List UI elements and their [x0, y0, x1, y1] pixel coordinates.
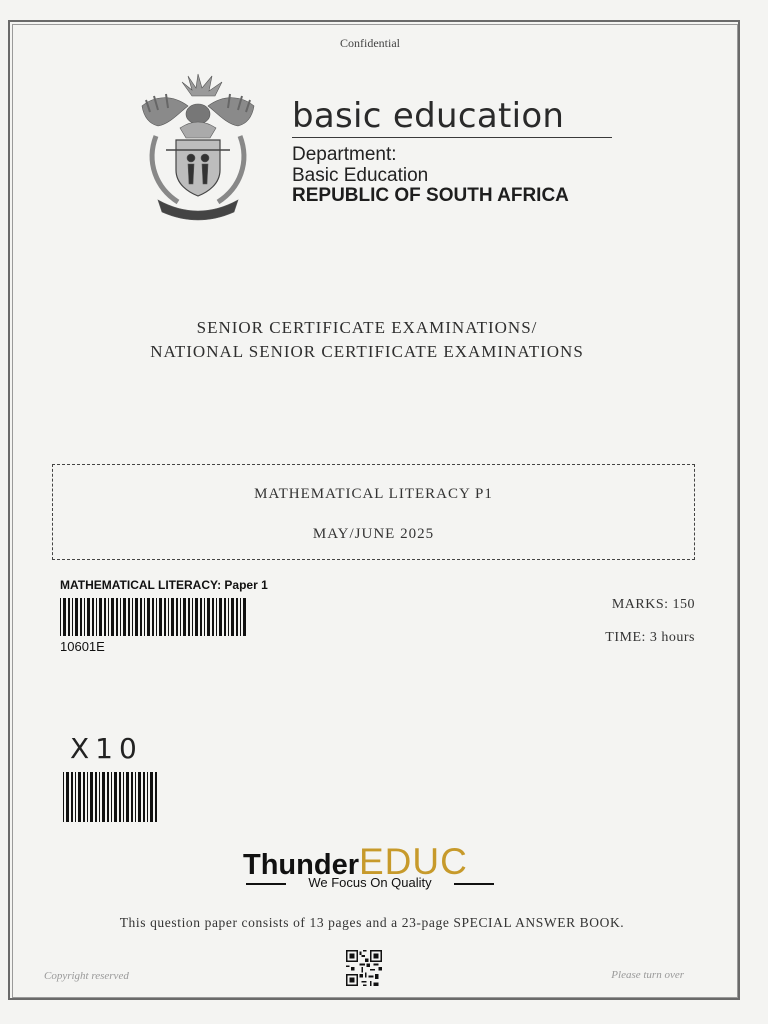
- barcode-bar: [99, 772, 100, 822]
- logo-educ-text: EDUC: [359, 841, 468, 882]
- exam-title-line2: NATIONAL SENIOR CERTIFICATE EXAMINATIONS: [150, 342, 584, 361]
- exam-session: MAY/JUNE 2025: [312, 526, 435, 542]
- barcode-bar: [147, 598, 150, 636]
- barcode-bar: [75, 772, 76, 822]
- subject-box: [52, 464, 695, 560]
- handwritten-note: X10: [70, 732, 143, 765]
- barcode-bar: [92, 598, 94, 636]
- exam-title-line1: SENIOR CERTIFICATE EXAMINATIONS/: [196, 318, 538, 337]
- barcode-bar: [150, 772, 153, 822]
- barcode-bar: [155, 772, 157, 822]
- barcode-bar: [90, 772, 93, 822]
- barcode-bar: [144, 598, 145, 636]
- barcode-bar: [63, 772, 64, 822]
- barcode-bar: [126, 772, 129, 822]
- barcode-bar: [119, 772, 121, 822]
- barcode-bar: [176, 598, 178, 636]
- barcode-bar: [80, 598, 82, 636]
- barcode-bar: [123, 772, 124, 822]
- barcode-bar: [219, 598, 222, 636]
- barcode-bar: [171, 598, 174, 636]
- barcode-bar: [183, 598, 186, 636]
- logo-thunder-text: Thunder: [243, 849, 359, 881]
- brand-title: basic education: [292, 96, 565, 136]
- barcode-bar: [83, 772, 85, 822]
- barcode-bar: [78, 772, 81, 822]
- barcode-bar: [72, 598, 73, 636]
- barcode-bar: [216, 598, 217, 636]
- marks-label: MARKS: 150: [611, 597, 695, 612]
- barcode-bar: [156, 598, 157, 636]
- barcode-bar: [63, 598, 66, 636]
- barcode-bar: [84, 598, 85, 636]
- subject-title: MATHEMATICAL LITERACY P1: [254, 486, 493, 502]
- barcode-bar: [75, 598, 78, 636]
- barcode-bar: [195, 598, 198, 636]
- barcode-bar: [99, 598, 102, 636]
- barcode-bar: [87, 598, 90, 636]
- barcode-bar: [240, 598, 241, 636]
- paper-label: MATHEMATICAL LITERACY: Paper 1: [60, 578, 268, 592]
- barcode-bar: [138, 772, 141, 822]
- barcode-bar: [102, 772, 105, 822]
- barcode-bar: [111, 598, 114, 636]
- brand-underline: [292, 137, 612, 138]
- barcode-bar: [192, 598, 193, 636]
- coat-of-arms-icon: [132, 66, 264, 222]
- barcode-bar: [120, 598, 121, 636]
- barcode-bar: [107, 772, 109, 822]
- department-label: Department:: [292, 144, 397, 165]
- barcode-bar: [140, 598, 142, 636]
- barcode-bar: [152, 598, 154, 636]
- barcode-bar: [87, 772, 88, 822]
- barcode-bar: [180, 598, 181, 636]
- barcode-bar: [228, 598, 229, 636]
- barcode-bar: [111, 772, 112, 822]
- barcode-bar: [132, 598, 133, 636]
- barcode-bar: [224, 598, 226, 636]
- country-name: REPUBLIC OF SOUTH AFRICA: [292, 185, 569, 206]
- barcode-bar: [116, 598, 118, 636]
- barcode-bar: [71, 772, 73, 822]
- barcode-bar: [123, 598, 126, 636]
- barcode-bar: [236, 598, 238, 636]
- department-name: Basic Education: [292, 165, 429, 186]
- qr-code-icon[interactable]: [345, 950, 383, 986]
- logo-tagline: We Focus On Quality: [308, 875, 432, 890]
- barcode-icon: [60, 598, 250, 636]
- barcode-bar: [66, 772, 69, 822]
- barcode-bar: [164, 598, 166, 636]
- barcode-bar: [212, 598, 214, 636]
- tagline-rule-right: [454, 883, 494, 885]
- paper-code: 10601E: [60, 639, 105, 654]
- barcode-bar: [207, 598, 210, 636]
- barcode-icon-secondary: [63, 772, 161, 822]
- barcode-bar: [200, 598, 202, 636]
- barcode-bar: [231, 598, 234, 636]
- barcode-bar: [135, 772, 136, 822]
- barcode-bar: [188, 598, 190, 636]
- barcode-bar: [114, 772, 117, 822]
- barcode-bar: [159, 598, 162, 636]
- paper-consists-note: This question paper consists of 13 pages and a 23-page SPECIAL ANSWER BOOK.: [119, 915, 625, 930]
- copyright-note: Copyright reserved: [44, 970, 129, 982]
- barcode-bar: [95, 772, 97, 822]
- barcode-bar: [60, 598, 61, 636]
- confidential-label: Confidential: [340, 36, 400, 50]
- barcode-bar: [168, 598, 169, 636]
- barcode-bar: [204, 598, 205, 636]
- turn-over-note: Please turn over: [611, 969, 684, 981]
- barcode-bar: [68, 598, 70, 636]
- logo-tagline-row: [246, 874, 494, 892]
- barcode-bar: [128, 598, 130, 636]
- barcode-bar: [104, 598, 106, 636]
- time-label: TIME: 3 hours: [605, 630, 695, 645]
- barcode-bar: [96, 598, 97, 636]
- barcode-bar: [108, 598, 109, 636]
- barcode-bar: [243, 598, 246, 636]
- barcode-bar: [147, 772, 148, 822]
- barcode-bar: [131, 772, 133, 822]
- barcode-bar: [135, 598, 138, 636]
- barcode-bar: [143, 772, 145, 822]
